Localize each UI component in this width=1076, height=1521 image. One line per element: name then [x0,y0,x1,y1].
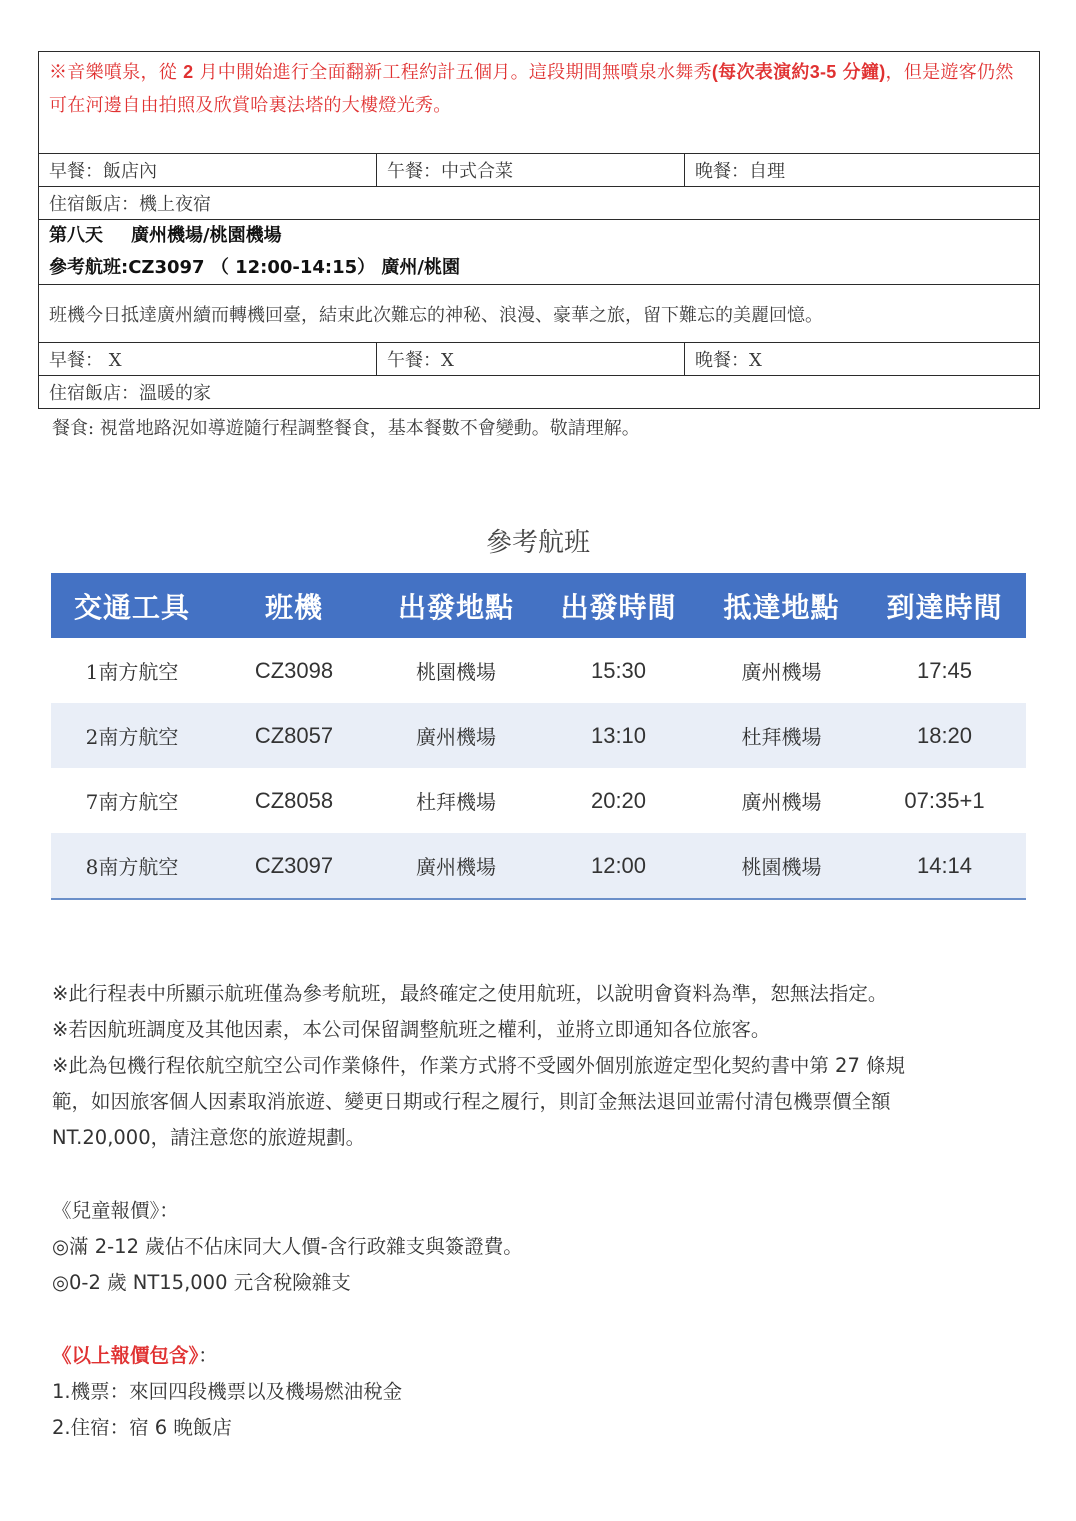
price-includes-colon: ： [198,1344,218,1367]
carrier-cell: 7南方航空 [85,790,179,814]
table-row [51,638,1026,703]
table-row [51,768,1026,833]
carrier-cell: 8南方航空 [51,833,213,899]
fountain-notice: ※音樂噴泉，從 2 月中開始進行全面翻新工程約計五個月。這段期間無噴泉水舞秀(每次表演約3-5 分鐘)，但是遊客仍然可在河邊自由拍照及欣賞哈裏法塔的大樓燈光秀。 [39,52,1040,154]
note-line: ※此行程表中所顯示航班僅為參考航班，最終確定之使用航班，以說明會資料為準，恕無法指定。 [52,982,888,1005]
to-cell: 桃園機場 [700,833,863,899]
to-cell: 廣州機場 [741,660,822,684]
table-row [51,703,1026,768]
to-cell: 杜拜機場 [700,703,863,768]
price-includes-item: 2.住宿：宿 6 晚飯店 [52,1416,232,1439]
child-pricing [52,1193,523,1301]
day8-hotel: 住宿飯店：溫暖的家 [39,376,1040,409]
meal-note: 餐食: 視當地路況如導遊隨行程調整餐食，基本餐數不會變動。敬請理解。 [52,418,640,439]
day7-lunch: 午餐：中式合菜 [377,154,685,187]
carrier-cell: 1南方航空 [85,660,179,684]
note-line: ※若因航班調度及其他因素，本公司保留調整航班之權利，並將立即通知各位旅客。 [52,1018,771,1041]
day8-label: 第八天 [49,225,103,246]
note-line: 範，如因旅客個人因素取消旅遊、變更日期或行程之履行，則訂金無法退回並需付清包機票價全額 [52,1090,891,1113]
col-header: 出發地點 [375,573,537,638]
from-cell: 廣州機場 [375,703,537,768]
day8-breakfast: 早餐： X [39,343,377,376]
flights-title: 參考航班 [485,528,590,558]
itinerary-table [38,51,1040,409]
from-cell: 廣州機場 [375,833,537,899]
day8-header [39,220,1040,285]
day8-description: 班機今日抵達廣州續而轉機回臺，結束此次難忘的神秘、浪漫、豪華之旅，留下難忘的美麗回憶。 [39,285,1040,343]
price-includes-item: 1.機票：來回四段機票以及機場燃油稅金 [52,1380,403,1403]
flights-header-row [51,573,1026,638]
arr-cell: 14:14 [863,833,1026,899]
flight-cell: CZ3097 [213,833,375,899]
carrier-cell: 2南方航空 [51,703,213,768]
child-pricing-item: ◎0-2 歲 NT15,000 元含稅險雜支 [52,1271,351,1294]
flight-cell: CZ8058 [254,787,334,813]
col-header: 出發時間 [537,573,700,638]
flight-cell: CZ8057 [213,703,375,768]
day7-hotel: 住宿飯店：機上夜宿 [39,187,1040,220]
dep-cell: 20:20 [590,787,647,813]
day8-dinner: 晚餐：X [685,343,1040,376]
day8-route: 廣州機場/桃園機場 [131,225,282,246]
flight-notes [52,976,905,1156]
day7-dinner: 晚餐：自理 [685,154,1040,187]
dep-cell: 15:30 [590,657,647,683]
col-header: 到達時間 [863,573,1026,638]
price-includes-title: 《以上報價包含》 [52,1344,199,1367]
arr-cell: 17:45 [916,657,973,683]
to-cell: 廣州機場 [741,790,822,814]
from-cell: 杜拜機場 [416,790,496,814]
col-header: 交通工具 [51,573,213,638]
dep-cell: 13:10 [537,703,700,768]
arr-cell: 07:35+1 [904,787,985,813]
note-line: NT.20,000，請注意您的旅遊規劃。 [52,1126,366,1149]
from-cell: 桃園機場 [416,660,496,684]
day8-lunch: 午餐：X [377,343,685,376]
price-includes [52,1338,402,1446]
flights-table [51,573,1026,900]
day8-flight-ref: 參考航班:CZ3097 （ 12:00-14:15） 廣州/桃園 [49,257,460,278]
flight-cell: CZ3098 [254,657,334,683]
child-pricing-item: ◎滿 2-12 歲佔不佔床同大人價-含行政雜支與簽證費。 [52,1235,523,1258]
child-pricing-title: 《兒童報價》： [52,1199,179,1222]
table-row [51,833,1026,899]
col-header: 抵達地點 [700,573,863,638]
col-header: 班機 [213,573,375,638]
note-line: ※此為包機行程依航空航空公司作業條件，作業方式將不受國外個別旅遊定型化契約書中第 27 條規 [52,1054,906,1077]
day7-breakfast: 早餐：飯店內 [39,154,377,187]
dep-cell: 12:00 [537,833,700,899]
arr-cell: 18:20 [863,703,1026,768]
